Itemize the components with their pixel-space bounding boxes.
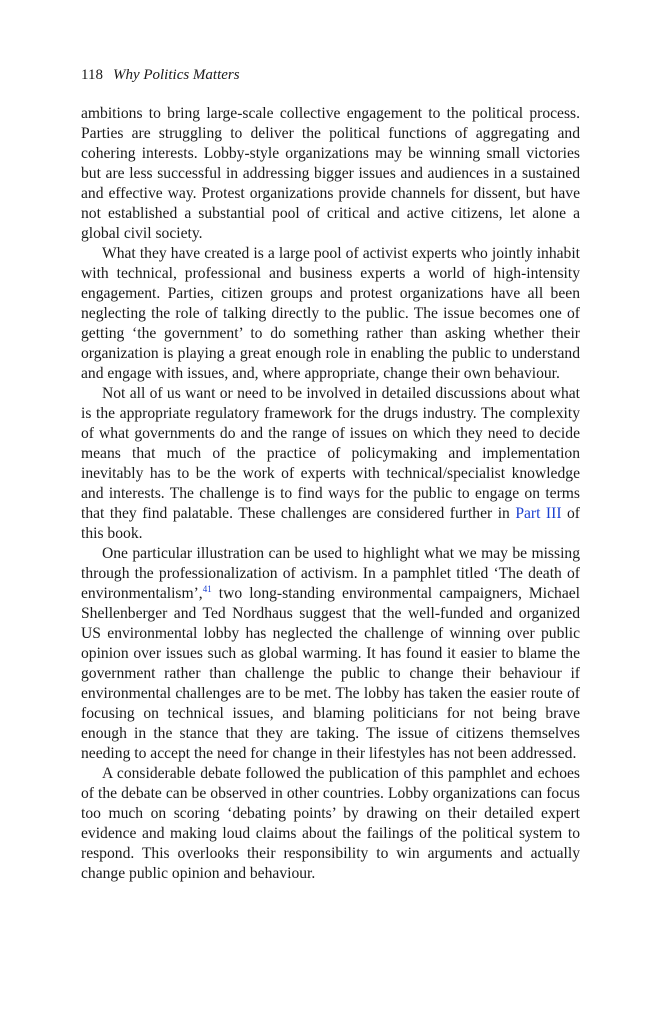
paragraph-5: A considerable debate followed the publication of this pamphlet and echoes of the debate can be observed in other countries. Lobby organizations can focus too much on scoring ‘debating points’ by drawing on their detailed expert evidence and making loud claims about the failings of the political system to respond. This overlooks their responsibility to win arguments and actually change public opinion and behaviour. (81, 765, 580, 882)
paragraph-3-text-start: Not all of us want or need to be involved in detailed discussions about what is the appropriate regulatory framework for the drugs industry. The complexity of what governments do and the range of issues on which they need to decide means that much of the practice of policymaking and implementation inevitably has to be the work of experts with technical/specialist knowledge and interests. The challenge is to find ways for the public to engage on terms that they find palatable. These challenges are considered further in (81, 385, 580, 522)
paragraph-2: What they have created is a large pool of activist experts who jointly inhabit with technical, professional and business experts a world of high-intensity engagement. Parties, citizen groups and protest organizations have all been neglecting the role of talking directly to the public. The issue becomes one of getting ‘the government’ to do something rather than asking whether their organization is playing a great enough role in enabling the public to understand and engage with issues, and, where appropriate, change their own behaviour. (81, 245, 580, 382)
paragraph-4 (81, 544, 580, 764)
paragraph-4-text-start: One particular illustration can be used to highlight what we may be missing through the professionalization of activism. In a pamphlet titled ‘The death of environmentalism’, (81, 545, 580, 602)
book-title: Why Politics Matters (112, 67, 240, 83)
running-head (81, 64, 580, 86)
paragraph-3 (81, 384, 580, 544)
footnote-reference[interactable]: 41 (202, 584, 212, 594)
part-iii-link[interactable]: Part III (515, 505, 562, 522)
paragraph-3-text-end: of this book. (81, 505, 580, 542)
paragraph-4-text-end: two long-standing environmental campaigners, Michael Shellenberger and Ted Nordhaus suggest that the well-funded and organized US environmental lobby has neglected the challenge of winning over public opinion over issues such as global warming. It has found it easier to blame the government rather than challenge the public to change their behaviour if environmental challenges are to be met. The lobby has taken the easier route of focusing on technical issues, and blaming politicians for not being brave enough in the stance that they are taking. The issue of citizens themselves needing to accept the need for change in their lifestyles has not been addressed. (81, 585, 580, 762)
body-text (81, 104, 580, 884)
book-page (81, 64, 580, 884)
paragraph-1: ambitions to bring large-scale collective engagement to the political process. Parties are struggling to deliver the political functions of aggregating and cohering interests. Lobby-style organizations may be winning small victories but are less successful in addressing bigger issues and audiences in a sustained and effective way. Protest organizations provide channels for dissent, but have not established a substantial pool of critical and active citizens, let alone a global civil society. (81, 105, 580, 242)
page-number: 118 (81, 67, 103, 83)
